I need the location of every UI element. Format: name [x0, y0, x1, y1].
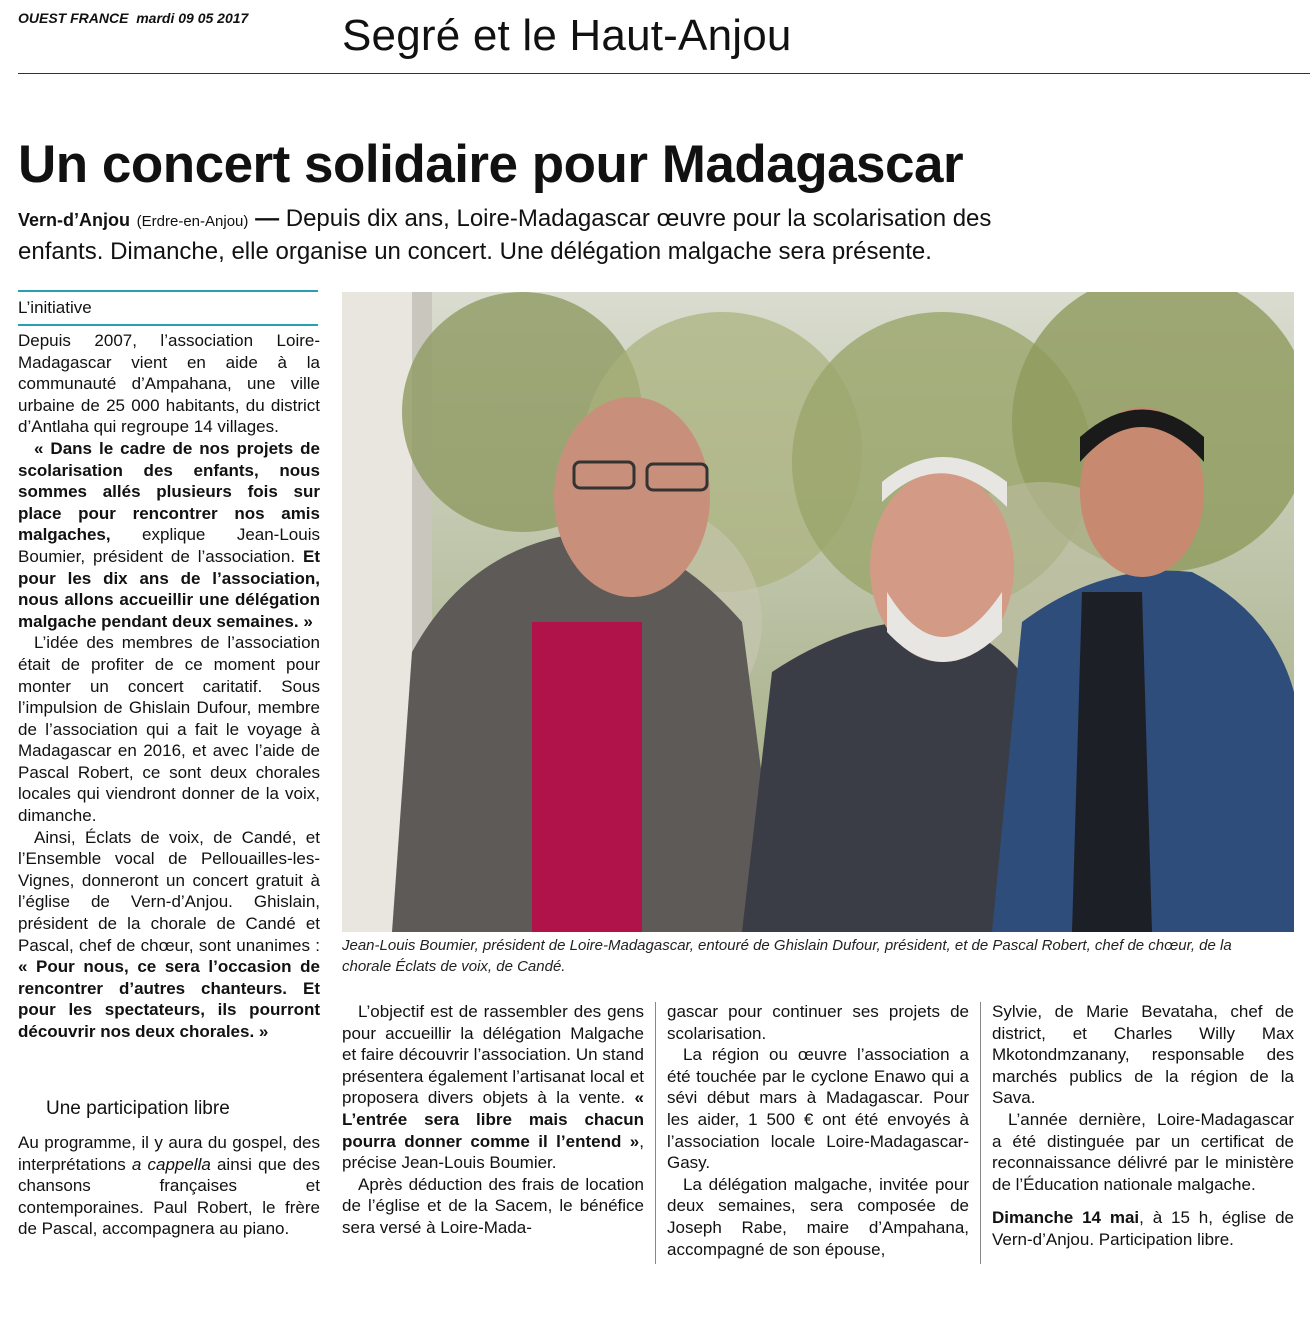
quote-text: « L’entrée sera libre mais chacun pourra donner comme il l’entend »	[342, 1088, 644, 1151]
paragraph: Depuis 2007, l’association Loire-Madagascar vient en aide à la communauté d’Ampahana, une ville urbaine de 25 000 habitants, du district d’Antlaha qui regroupe 14 villages.	[18, 331, 320, 437]
column-4	[992, 1001, 1294, 1251]
newspaper-source-date: OUEST FRANCE mardi 09 05 2017	[18, 10, 249, 26]
dateline-place: Vern-d’Anjou	[18, 210, 130, 230]
paragraph: L’année dernière, Loire-Madagascar a été distinguée par un certificat de reconnaissance délivré par le ministère de l’Éducation nationale malgache.	[992, 1109, 1294, 1194]
header-rule	[18, 73, 1310, 74]
quote-text: Et pour les dix ans de l’association, nous allons accueillir une délégation malgache pendant deux semaines. »	[18, 546, 320, 631]
paragraph: Au programme, il y aura du gospel, des interprétations a cappella ainsi que des chansons françaises et contemporaines. Paul Robert, le frère de Pascal, accompagnera au piano.	[18, 1133, 321, 1239]
event-info: Dimanche 14 mai, à 15 h, église de Vern-d’Anjou. Participation libre.	[992, 1208, 1294, 1249]
column-divider	[655, 1002, 656, 1264]
paragraph: Après déduction des frais de location de l’église et de la Sacem, le bénéfice sera versé à Loire-Mada-	[342, 1174, 644, 1237]
paragraph: gascar pour continuer ses projets de scolarisation.	[667, 1002, 969, 1043]
quote-text: « Dans le cadre de nos projets de scolarisation des enfants, nous sommes allés plusieurs fois sur place pour rencontrer nos amis malgaches,	[18, 438, 320, 545]
quote-text: « Pour nous, ce sera l’occasion de rencontrer d’autres chanteurs. Et pour les spectateurs, ils pourront découvrir nos deux chorales. »	[18, 957, 320, 1041]
paragraph: Sylvie, de Marie Bevataha, chef de district, et Charles Willy Max Mkotondmzanany, responsable des marchés publics de la région de la Sava.	[992, 1002, 1294, 1108]
column-2	[342, 1001, 644, 1239]
dateline-dash: —	[255, 205, 280, 232]
paragraph: La délégation malgache, invitée pour deux semaines, sera composée de Joseph Rabe, maire d’Ampahana, accompagné de son épouse,	[667, 1174, 969, 1259]
article-photo	[342, 292, 1294, 932]
photo-caption: Jean-Louis Boumier, président de Loire-Madagascar, entouré de Ghislain Dufour, président, et de Pascal Robert, chef de chœur, de la chorale Éclats de voix, de Candé.	[342, 937, 1232, 975]
paragraph: L’idée des membres de l’association était de profiter de ce moment pour monter un concert caritatif. Sous l’impulsion de Ghislain Dufour, membre de l’association qui a fait le voyage à Madagascar en 2016, et avec l’aide de Pascal Robert, ce sont deux chorales locales qui viendront donner de la voix, dimanche.	[18, 633, 320, 826]
section-title: Segré et le Haut-Anjou	[342, 11, 792, 60]
paragraph: Ainsi, Éclats de voix, de Candé, et l’Ensemble vocal de Pellouailles-les-Vignes, donneront un concert gratuit à l’église de Vern-d’Anjou. Ghislain, président de la chorale de Candé et Pascal, chef de chœur, sont unanimes : « Pour nous, ce sera l’occasion de rencontrer d’autres chanteurs. Et pour les spectateurs, ils pourront découvrir nos deux chorales. »	[18, 827, 320, 1041]
lead-text: Depuis dix ans, Loire-Madagascar œuvre pour la scolarisation des enfants. Dimanche, elle organise un concert. Une délégation malgache sera présente.	[18, 205, 992, 265]
column-1	[18, 330, 320, 1043]
column-3	[667, 1001, 969, 1260]
subheading: Une participation libre	[46, 1098, 230, 1119]
kicker-label: L’initiative	[18, 290, 318, 326]
column-divider	[980, 1002, 981, 1264]
column-1-continued	[18, 1132, 320, 1240]
paragraph: La région ou œuvre l’association a été touchée par le cyclone Enawo qui a sévi début mars à Madagascar. Pour les aider, 1 500 € ont été envoyés à l’association locale Loire-Madagascar-Gasy.	[667, 1045, 969, 1173]
article-headline: Un concert solidaire pour Madagascar	[18, 135, 964, 194]
quote-paragraph: « Dans le cadre de nos projets de scolarisation des enfants, nous sommes allés plusieurs fois sur place pour rencontrer nos amis malgaches, explique Jean-Louis Boumier, président de l’association. Et pour les dix ans de l’association, nous allons accueillir une délégation malgache pendant deux semaines. »	[18, 438, 320, 631]
article-lead	[18, 204, 1078, 267]
dateline-commune: (Erdre-en-Anjou)	[136, 213, 249, 230]
paragraph: L’objectif est de rassembler des gens pour accueillir la délégation Malgache et faire découvrir l’association. Un stand présentera également l’artisanat local et proposera divers objets à la vente. « L’entrée sera libre mais chacun pourra donner comme il l’entend », précise Jean-Louis Boumier.	[342, 1002, 644, 1173]
